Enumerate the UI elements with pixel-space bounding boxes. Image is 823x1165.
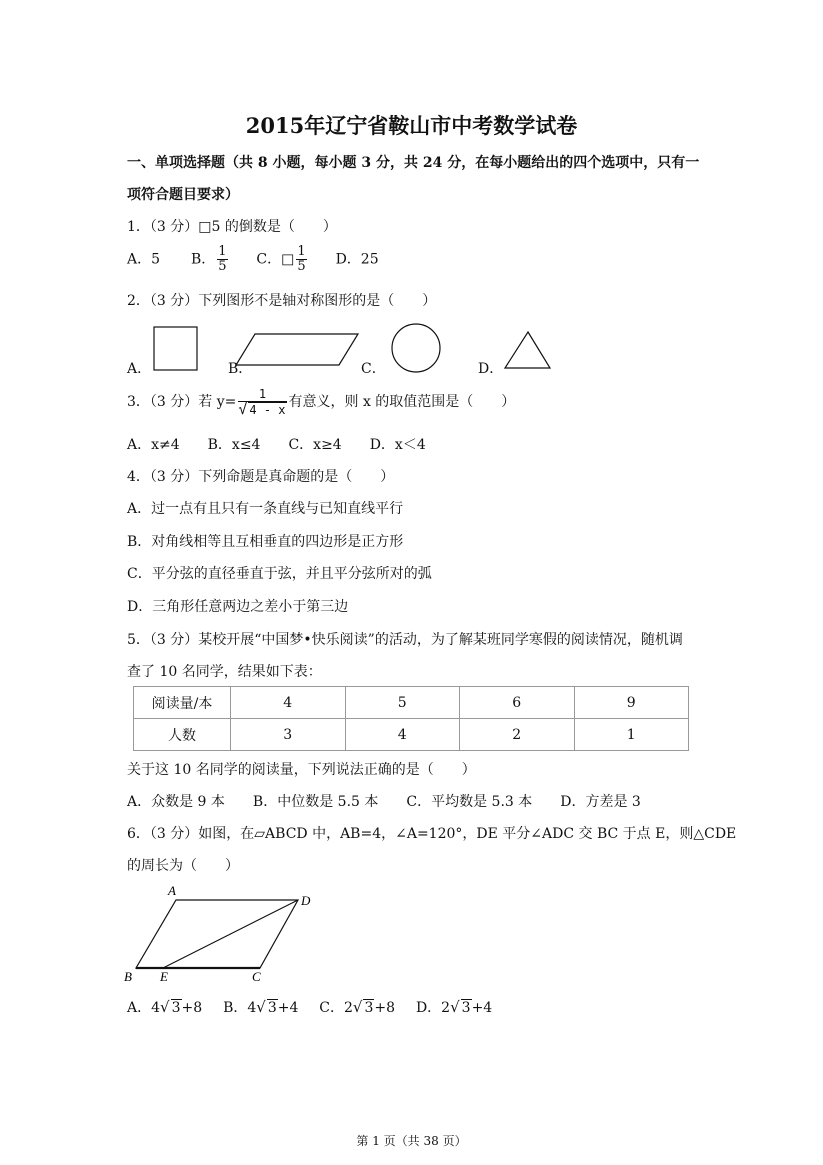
table-cell: 3 <box>231 719 346 751</box>
point-label-b: B <box>124 969 132 984</box>
q6-stem-line2: 的周长为（ ） <box>127 858 239 874</box>
circle-shape <box>392 324 440 372</box>
segment-de <box>163 900 298 968</box>
point-label-a: A <box>168 883 176 898</box>
table-row <box>134 687 689 719</box>
q2-option-b-label: B． <box>228 361 253 377</box>
page-footer: 第 1 页（共 38 页） <box>356 1134 467 1148</box>
parallelogram-abcd <box>136 900 298 968</box>
q1-option-b-label: B． <box>190 251 216 268</box>
q1-option-c-fraction: $\frac{1}{5}$ <box>297 244 306 274</box>
q1-option-c-label: C．□ <box>256 251 295 268</box>
point-label-e: E <box>160 969 168 984</box>
reading-table <box>133 686 689 751</box>
q1-stem: 1．（3 分）□5 的倒数是（ ） <box>127 219 337 235</box>
section-heading-line1: 一、单项选择题（共 8 小题，每小题 3 分，共 24 分，在每小题给出的四个选项中，只有一 <box>127 155 700 171</box>
table-cell: 人数 <box>134 719 231 751</box>
q5-stem-line2: 查了 10 名同学，结果如下表： <box>127 664 322 680</box>
q6-option-a: A．4√ 3+8 <box>127 998 203 1016</box>
q1-option-a: A．5 <box>127 251 161 268</box>
q4-option-c: C．平分弦的直径垂直于弦，并且平分弦所对的弧 <box>127 566 432 582</box>
point-label-c: C <box>252 969 261 984</box>
q3-fraction: $\frac{1}{√ 4 - x}$ <box>238 387 286 418</box>
table-cell: 4 <box>345 719 460 751</box>
q2-stem: 2．（3 分）下列图形不是轴对称图形的是（ ） <box>127 293 437 309</box>
parallelogram-shape <box>236 334 358 365</box>
table-cell: 阅读量/本 <box>134 687 231 719</box>
table-cell: 5 <box>345 687 460 719</box>
q6-option-b: B．4√ 3+4 <box>223 998 299 1016</box>
q5-question: 关于这 10 名同学的阅读量，下列说法正确的是（ ） <box>127 762 476 778</box>
q4-option-b: B．对角线相等且互相垂直的四边形是正方形 <box>127 534 404 550</box>
q2-option-a-label: A． <box>127 361 152 377</box>
q3-stem <box>127 387 515 417</box>
q1-option-d: D．25 <box>335 251 379 268</box>
table-cell: 2 <box>460 719 575 751</box>
q3-options: A．x≠4 B．x≤4 C．x≥4 D．x＜4 <box>127 437 426 453</box>
square-shape <box>154 327 197 370</box>
q3-stem-post: 有意义，则 x 的取值范围是（ ） <box>288 394 516 410</box>
table-cell: 4 <box>231 687 346 719</box>
table-row <box>134 719 689 751</box>
q2-shapes <box>150 322 560 378</box>
table-cell: 1 <box>574 719 689 751</box>
q5-options: A．众数是 9 本 B．中位数是 5.5 本 C．平均数是 5.3 本 D．方差是 3 <box>127 794 641 810</box>
q6-option-d: D．2√ 3+4 <box>415 998 493 1016</box>
q5-stem-line1: 5．（3 分）某校开展“中国梦•快乐阅读”的活动，为了解某班同学寒假的阅读情况，随机调 <box>127 632 683 648</box>
q3-stem-pre: 3．（3 分）若 y= <box>127 394 237 410</box>
q4-option-d: D．三角形任意两边之差小于第三边 <box>127 599 349 615</box>
q6-stem-line1: 6．（3 分）如图，在▱ABCD 中，AB=4，∠A=120°，DE 平分∠ADC 交 BC 于点 E，则△CDE <box>127 826 737 842</box>
section-heading-line2: 项符合题目要求） <box>127 187 239 203</box>
table-cell: 9 <box>574 687 689 719</box>
page-title: 2015年辽宁省鞍山市中考数学试卷 <box>245 113 578 138</box>
q4-option-a: A．过一点有且只有一条直线与已知直线平行 <box>127 501 404 517</box>
q1-option-b-fraction: $\frac{1}{5}$ <box>218 244 227 274</box>
table-cell: 6 <box>460 687 575 719</box>
triangle-shape <box>505 332 550 368</box>
q4-stem: 4．（3 分）下列命题是真命题的是（ ） <box>127 469 395 485</box>
point-label-d: D <box>301 893 311 908</box>
parallelogram-figure <box>118 880 318 985</box>
q2-option-d-label: D． <box>478 361 504 377</box>
q2-option-c-label: C． <box>361 361 386 377</box>
q1-options <box>127 245 379 274</box>
q6-options <box>127 997 492 1017</box>
q6-option-c: C．2√ 3+8 <box>319 998 396 1016</box>
